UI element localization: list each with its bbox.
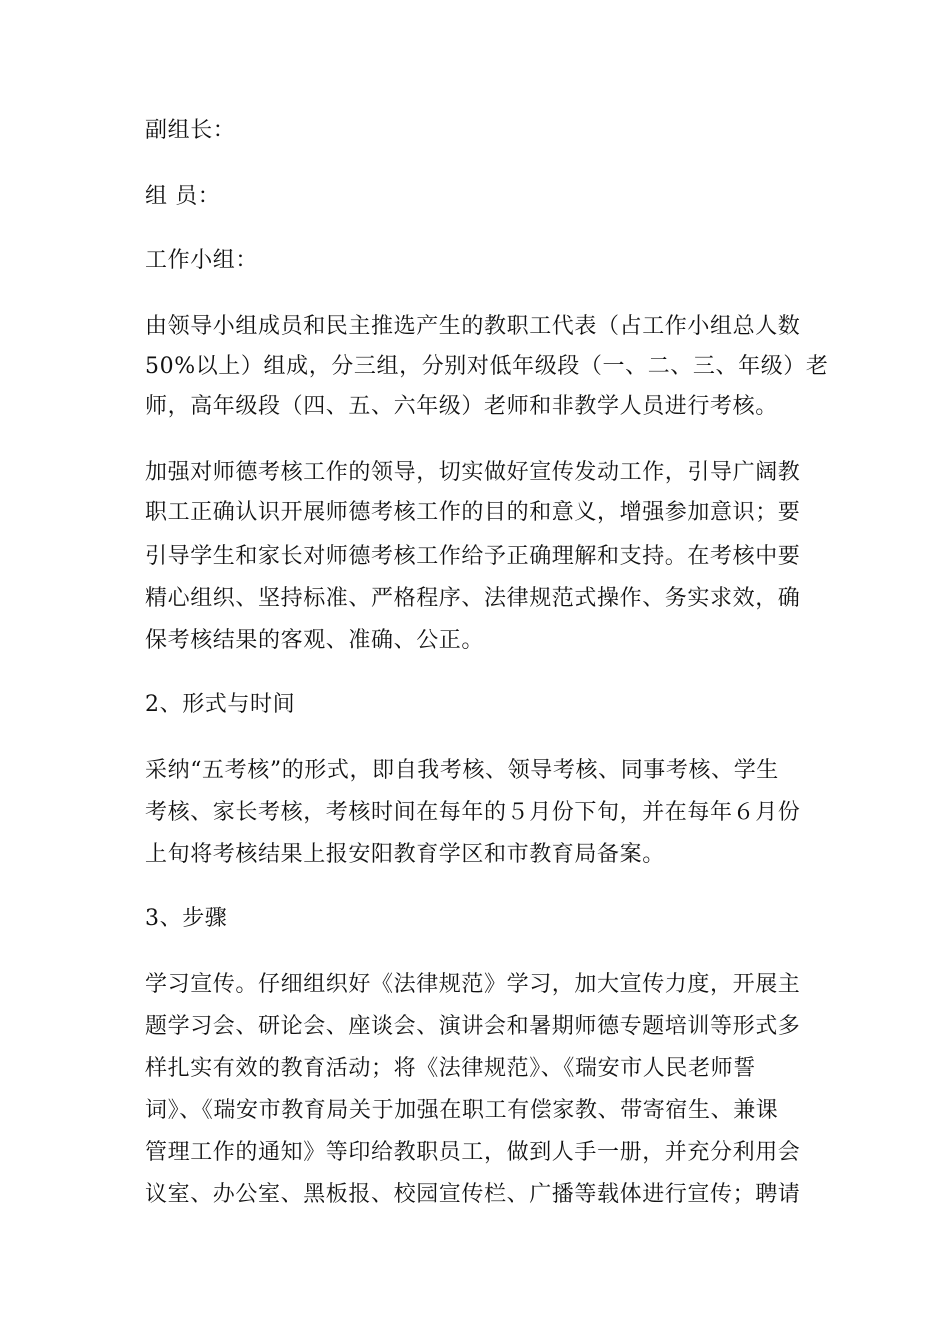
paragraph-line: 精心组织、坚持标准、严格程序、法律规范式操作、务实求效，确 xyxy=(145,586,801,611)
paragraph-line: 词》、《瑞安市教育局关于加强在职工有偿家教、带寄宿生、兼课 xyxy=(145,1098,779,1123)
paragraph-line: 加强对师德考核工作的领导，切实做好宣传发动工作，引导广阔教 xyxy=(145,460,801,485)
paragraph-line: 采纳“五考核”的形式，即自我考核、领导考核、同事考核、学生 xyxy=(145,758,779,783)
paragraph-line: 样扎实有效的教育活动；将《法律规范》、《瑞安市人民老师誓 xyxy=(145,1056,756,1081)
paragraph-line: 引导学生和家长对师德考核工作给予正确理解和支持。在考核中要 xyxy=(145,544,801,569)
paragraph-line: 题学习会、研论会、座谈会、演讲会和暑期师德专题培训等形式多 xyxy=(145,1014,801,1039)
paragraph-line: 保考核结果的客观、准确、公正。 xyxy=(145,628,485,653)
paragraph-line: 上旬将考核结果上报安阳教育学区和市教育局备案。 xyxy=(145,842,665,867)
paragraph-line: 职工正确认识开展师德考核工作的目的和意义，增强参加意识；要 xyxy=(145,500,801,525)
section-heading: 3、步骤 xyxy=(145,906,228,931)
paragraph-line: 师，高年级段（四、五、六年级）老师和非教学人员进行考核。 xyxy=(145,394,778,419)
working-group-heading: 工作小组： xyxy=(145,248,259,273)
vice-leader-label: 副组长： xyxy=(145,118,236,143)
paragraph-line: 学习宣传。仔细组织好《法律规范》学习，加大宣传力度，开展主 xyxy=(145,972,801,997)
paragraph-line: 议室、办公室、黑板报、校园宣传栏、广播等载体进行宣传；聘请 xyxy=(145,1182,801,1207)
section-heading: 2、形式与时间 xyxy=(145,692,296,717)
member-label: 组 员： xyxy=(145,184,221,209)
paragraph-line: 50%以上）组成，分三组，分别对低年级段（一、二、三、年级）老 xyxy=(145,354,829,379)
paragraph-line: 管理工作的通知》等印给教职员工，做到人手一册，并充分利用会 xyxy=(145,1140,801,1165)
paragraph-line: 由领导小组成员和民主推选产生的教职工代表（占工作小组总人数 xyxy=(145,314,801,339)
paragraph-line: 考核、家长考核，考核时间在每年的５月份下旬，并在每年６月份 xyxy=(145,800,801,825)
